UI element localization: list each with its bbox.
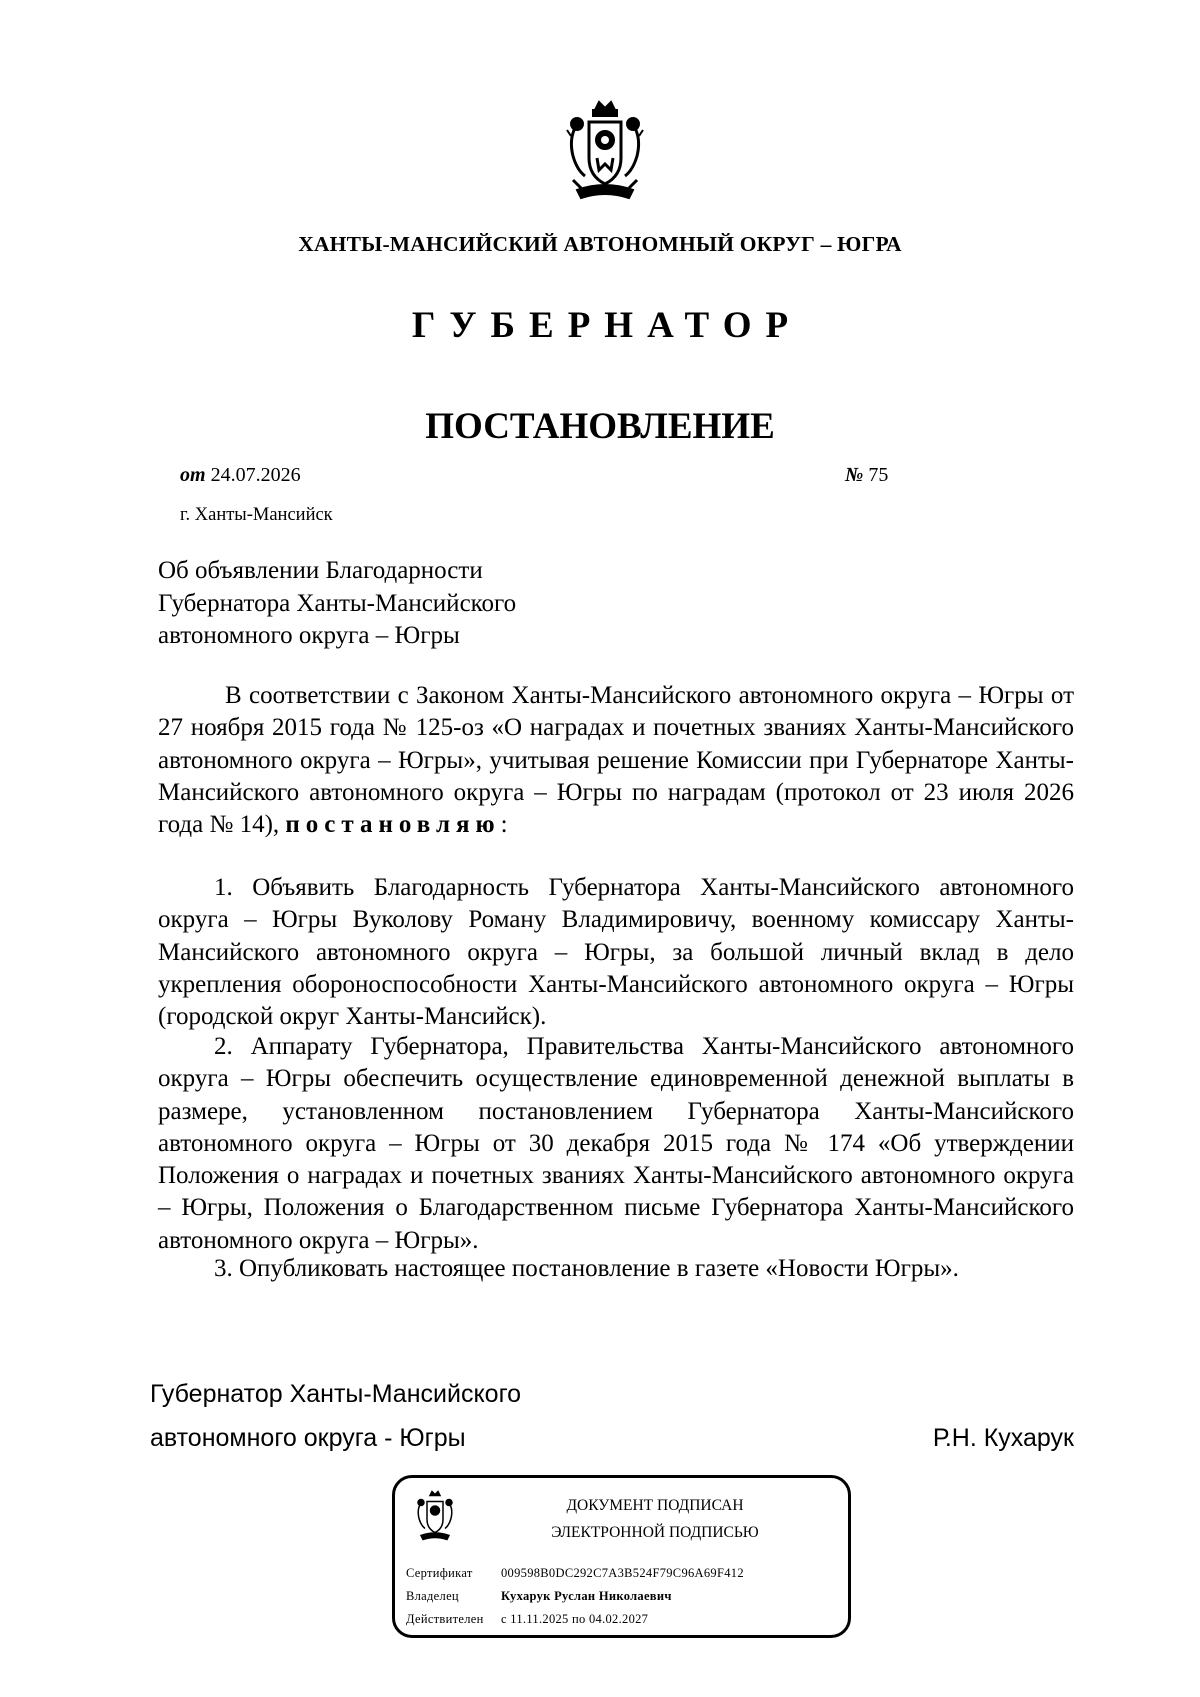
electronic-signature-stamp xyxy=(392,1475,851,1638)
stamp-owner-row xyxy=(406,1589,672,1604)
validity-value: с 11.11.2025 по 04.02.2027 xyxy=(501,1612,649,1626)
clause-text: 1. Объявить Благодарность Губернатора Ханты-Мансийского автономного округа – Югры Вуколову Роману Владимировичу, военному комиссару Ханты-Мансийского автономного округа – Югры, за большой личный вклад в дело укрепления обороноспособности Ханты-Мансийского автономного округа – Югры (городской округ Ханты-Мансийск). xyxy=(158,874,1074,1031)
owner-value: Кухарук Руслан Николаевич xyxy=(501,1589,672,1603)
document-number xyxy=(845,464,888,487)
coat-of-arms-icon xyxy=(414,1490,456,1544)
resolve-word: постановляю xyxy=(285,811,501,839)
document-date xyxy=(180,464,301,487)
intro-paragraph xyxy=(158,680,1074,841)
coat-of-arms-icon xyxy=(563,100,647,206)
document-subject xyxy=(158,555,516,653)
authority-title: ГУБЕРНАТОР xyxy=(411,305,803,346)
document-city: г. Ханты-Мансийск xyxy=(180,505,333,525)
subject-line: Об объявлении Благодарности xyxy=(158,557,483,584)
resolve-tail: : xyxy=(500,811,508,839)
signer-position-line: Губернатор Ханты-Мансийского xyxy=(150,1380,522,1408)
certificate-value: 009598B0DC292C7A3B524F79C96A69F412 xyxy=(501,1566,744,1580)
signer-position xyxy=(150,1372,521,1460)
number-value: 75 xyxy=(868,464,889,486)
region-title: ХАНТЫ-МАНСИЙСКИЙ АВТОНОМНЫЙ ОКРУГ – ЮГРА xyxy=(298,232,902,256)
signer-position-line: автономного округа - Югры xyxy=(150,1424,466,1452)
clause-3 xyxy=(158,1253,1074,1285)
clause-text: 2. Аппарату Губернатора, Правительства Ханты-Мансийского автономного округа – Югры обеспечить осуществление единовременной денежной выплаты в размере, установленном постановлением Губернатора Ханты-Мансийского автономного округа – Югры от 30 декабря 2015 года № 174 «Об утверждении Положения о наградах и почетных званиях Ханты-Мансийского автономного округа – Югры, Положения о Благодарственном письме Губернатора Ханты-Мансийского автономного округа – Югры». xyxy=(158,1033,1074,1254)
subject-line: автономного округа – Югры xyxy=(158,622,460,649)
stamp-title-line: ДОКУМЕНТ ПОДПИСАН xyxy=(566,1497,744,1514)
clause-text: 3. Опубликовать настоящее постановление в газете «Новости Югры». xyxy=(214,1255,959,1282)
intro-text: В соответствии с Законом Ханты-Мансийского автономного округа – Югры от 27 ноября 2015 года № 125-оз «О наградах и почетных званиях Ханты-Мансийского автономного округа – Югры», учитывая решение Комиссии при Губернаторе Ханты-Мансийского автономного округа – Югры по наградам (протокол от 23 июля 2026 года № 14), xyxy=(158,682,1074,839)
document-type: ПОСТАНОВЛЕНИЕ xyxy=(425,406,775,447)
certificate-label: Сертификат xyxy=(406,1566,473,1580)
clause-2 xyxy=(158,1031,1074,1257)
date-value: 24.07.2026 xyxy=(210,464,301,486)
signer-name: Р.Н. Кухарук xyxy=(932,1424,1074,1452)
number-prefix: № xyxy=(845,464,864,486)
clause-1 xyxy=(158,872,1074,1033)
subject-line: Губернатора Ханты-Мансийского xyxy=(158,589,517,617)
validity-label: Действителен xyxy=(406,1612,484,1626)
stamp-title xyxy=(470,1492,840,1546)
date-prefix: от xyxy=(180,464,206,486)
stamp-title-line: ЭЛЕКТРОННОЙ ПОДПИСЬЮ xyxy=(551,1524,759,1541)
owner-label: Владелец xyxy=(406,1589,459,1603)
stamp-validity-row xyxy=(406,1612,648,1627)
stamp-certificate-row xyxy=(406,1566,744,1581)
